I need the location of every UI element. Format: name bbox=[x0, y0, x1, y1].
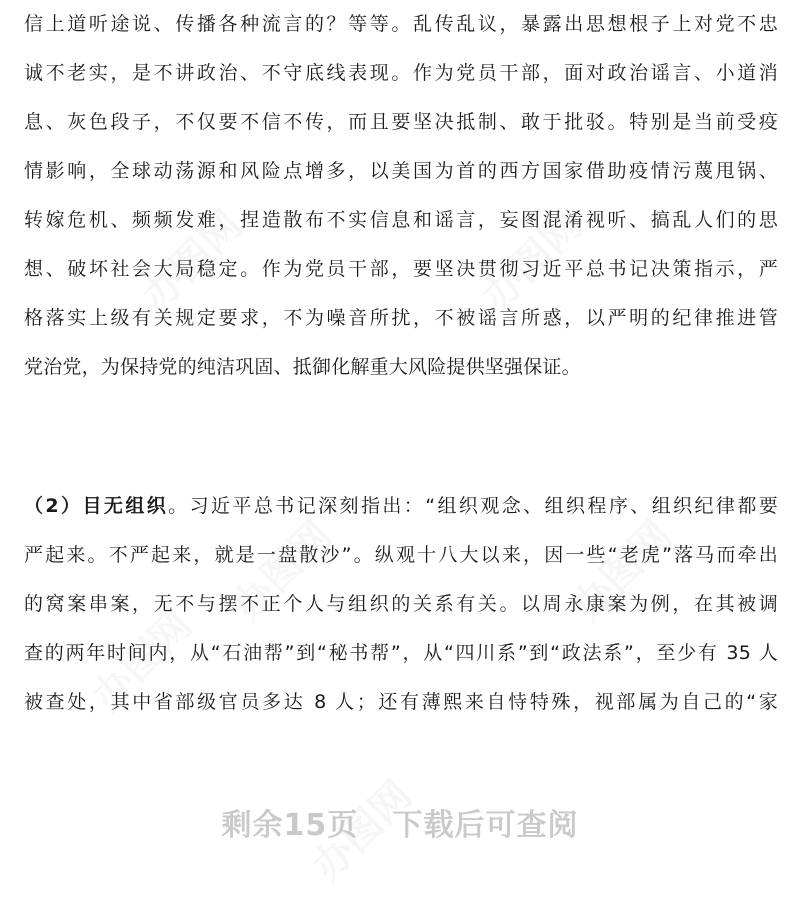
section-heading: （2）目无组织 bbox=[24, 495, 169, 517]
text-line: 党治党，为保持党的纯洁巩固、抵御化解重大风险提供坚强保证。 bbox=[24, 356, 581, 378]
text-line: 格落实上级有关规定要求，不为噪音所扰，不被谣言所惑，以严明的纪律推进管 bbox=[24, 307, 778, 329]
paragraph-1 bbox=[24, 0, 778, 392]
text-line: 严起来。不严起来，就是一盘散沙”。纵观十八大以来，因一些“老虎”落马而牵出 bbox=[24, 544, 778, 566]
text-line-rest: 。习近平总书记深刻指出：“组织观念、组织程序、组织纪律都要 bbox=[168, 495, 778, 517]
remaining-pages-notice[interactable]: 剩余15页 下载后可查阅 bbox=[221, 808, 579, 843]
text-line: 查的两年时间内，从“石油帮”到“秘书帮”，从“四川系”到“政法系”，至少有 35 人 bbox=[24, 642, 778, 664]
text-line: 信上道听途说、传播各种流言的？等等。乱传乱议，暴露出思想根子上对党不忠 bbox=[24, 13, 778, 35]
text-line: 诚不老实，是不讲政治、不守底线表现。作为党员干部，面对政治谣言、小道消 bbox=[24, 62, 778, 84]
text-line: 情影响，全球动荡源和风险点增多，以美国为首的西方国家借助疫情污蔑甩锅、 bbox=[24, 160, 778, 182]
paragraph-2 bbox=[24, 482, 778, 727]
text-line: 想、破坏社会大局稳定。作为党员干部，要坚决贯彻习近平总书记决策指示，严 bbox=[24, 258, 778, 280]
text-line: 的窝案串案，无不与摆不正个人与组织的关系有关。以周永康案为例，在其被调 bbox=[24, 593, 778, 615]
text-line: 被查处，其中省部级官员多达 8 人；还有薄熙来自恃特殊，视部属为自己的“家 bbox=[24, 691, 778, 713]
text-line: 转嫁危机、频频发难，捏造散布不实信息和谣言，妄图混淆视听、搞乱人们的思 bbox=[24, 209, 778, 231]
text-line-heading bbox=[24, 482, 778, 531]
text-line: 息、灰色段子，不仅要不信不传，而且要坚决抵制、敢于批驳。特别是当前受疫 bbox=[24, 111, 778, 133]
